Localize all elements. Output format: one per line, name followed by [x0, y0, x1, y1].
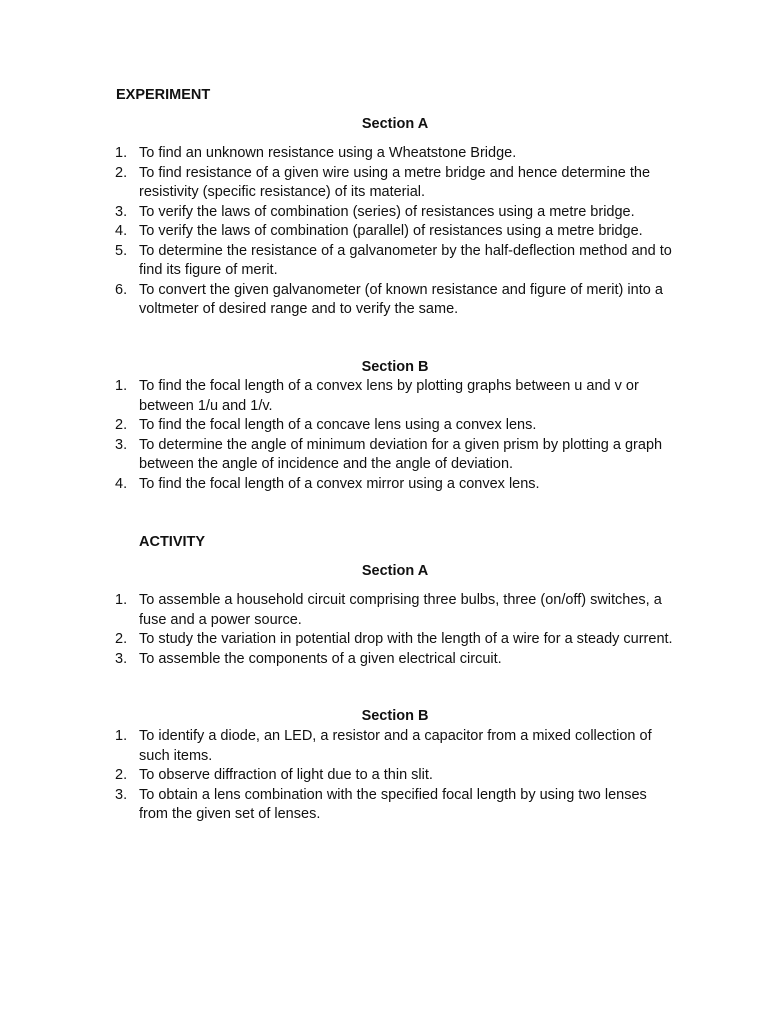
item-number: 1. [115, 145, 128, 161]
item-text: To find resistance of a given wire using a metre bridge and hence determine the resistivity (specific resistance) of its material. [139, 164, 651, 200]
item-number: 2. [115, 164, 128, 181]
item-text: To observe diffraction of light due to a thin slit. [139, 767, 433, 783]
item-text: To find the focal length of a convex mirror using a convex lens. [139, 475, 540, 492]
item-text: To obtain a lens combination with the specified focal length by using two lenses from the given set of lenses. [139, 786, 647, 822]
experiment-section-b-title: Section B [361, 359, 429, 375]
item-text: To assemble a household circuit comprising three bulbs, three (on/off) switches, a fuse and a power source. [139, 592, 662, 628]
list-item [0, 144, 679, 164]
list-item [0, 786, 679, 825]
list-item [0, 164, 679, 203]
item-number: 2. [115, 767, 128, 783]
item-text: To verify the laws of combination (series) of resistances using a metre bridge. [139, 203, 635, 220]
list-item [0, 475, 679, 495]
item-number: 2. [115, 631, 128, 647]
item-text: To verify the laws of combination (parallel) of resistances using a metre bridge. [139, 223, 643, 239]
list-item [0, 242, 679, 281]
list-item [0, 630, 679, 650]
activity-section-a-title: Section A [361, 563, 429, 579]
activity-section-b-list [0, 727, 679, 825]
list-item [0, 727, 679, 766]
activity-section-b-title: Section B [361, 708, 429, 724]
item-number: 1. [115, 592, 128, 608]
item-number: 4. [115, 475, 128, 492]
list-item [0, 591, 679, 630]
item-number: 3. [115, 436, 128, 453]
list-item [0, 436, 679, 475]
item-number: 4. [115, 223, 128, 239]
item-number: 1. [115, 378, 128, 394]
item-text: To convert the given galvanometer (of known resistance and figure of merit) into a voltmeter of desired range and to verify the same. [139, 281, 663, 317]
experiment-heading: EXPERIMENT [116, 87, 211, 103]
list-item [0, 203, 679, 223]
item-text: To assemble the components of a given electrical circuit. [139, 650, 502, 667]
item-text: To identify a diode, an LED, a resistor and a capacitor from a mixed collection of such items. [139, 728, 652, 764]
list-item [0, 377, 679, 416]
list-item [0, 281, 679, 320]
item-number: 5. [115, 242, 128, 259]
activity-section-a-list [0, 591, 679, 669]
experiment-section-a-list [0, 144, 679, 320]
item-text: To find the focal length of a concave lens using a convex lens. [139, 417, 537, 433]
item-text: To determine the resistance of a galvanometer by the half-deflection method and to find its figure of merit. [139, 242, 672, 278]
list-item [0, 766, 679, 786]
item-number: 2. [115, 417, 128, 433]
activity-heading: ACTIVITY [139, 534, 206, 550]
item-text: To determine the angle of minimum deviation for a given prism by plotting a graph between the angle of incidence and the angle of deviation. [139, 436, 663, 472]
item-number: 6. [115, 281, 128, 298]
experiment-section-a-title: Section A [361, 116, 429, 132]
item-text: To study the variation in potential drop with the length of a wire for a steady current. [139, 631, 673, 647]
item-number: 3. [115, 650, 128, 667]
item-number: 1. [115, 728, 128, 744]
item-text: To find the focal length of a convex lens by plotting graphs between u and v or between 1/u and 1/v. [139, 378, 639, 414]
list-item [0, 650, 679, 670]
experiment-section-b-list [0, 377, 679, 494]
item-number: 3. [115, 786, 128, 803]
list-item [0, 222, 679, 242]
list-item [0, 416, 679, 436]
item-number: 3. [115, 203, 128, 220]
item-text: To find an unknown resistance using a Wheatstone Bridge. [139, 145, 517, 161]
